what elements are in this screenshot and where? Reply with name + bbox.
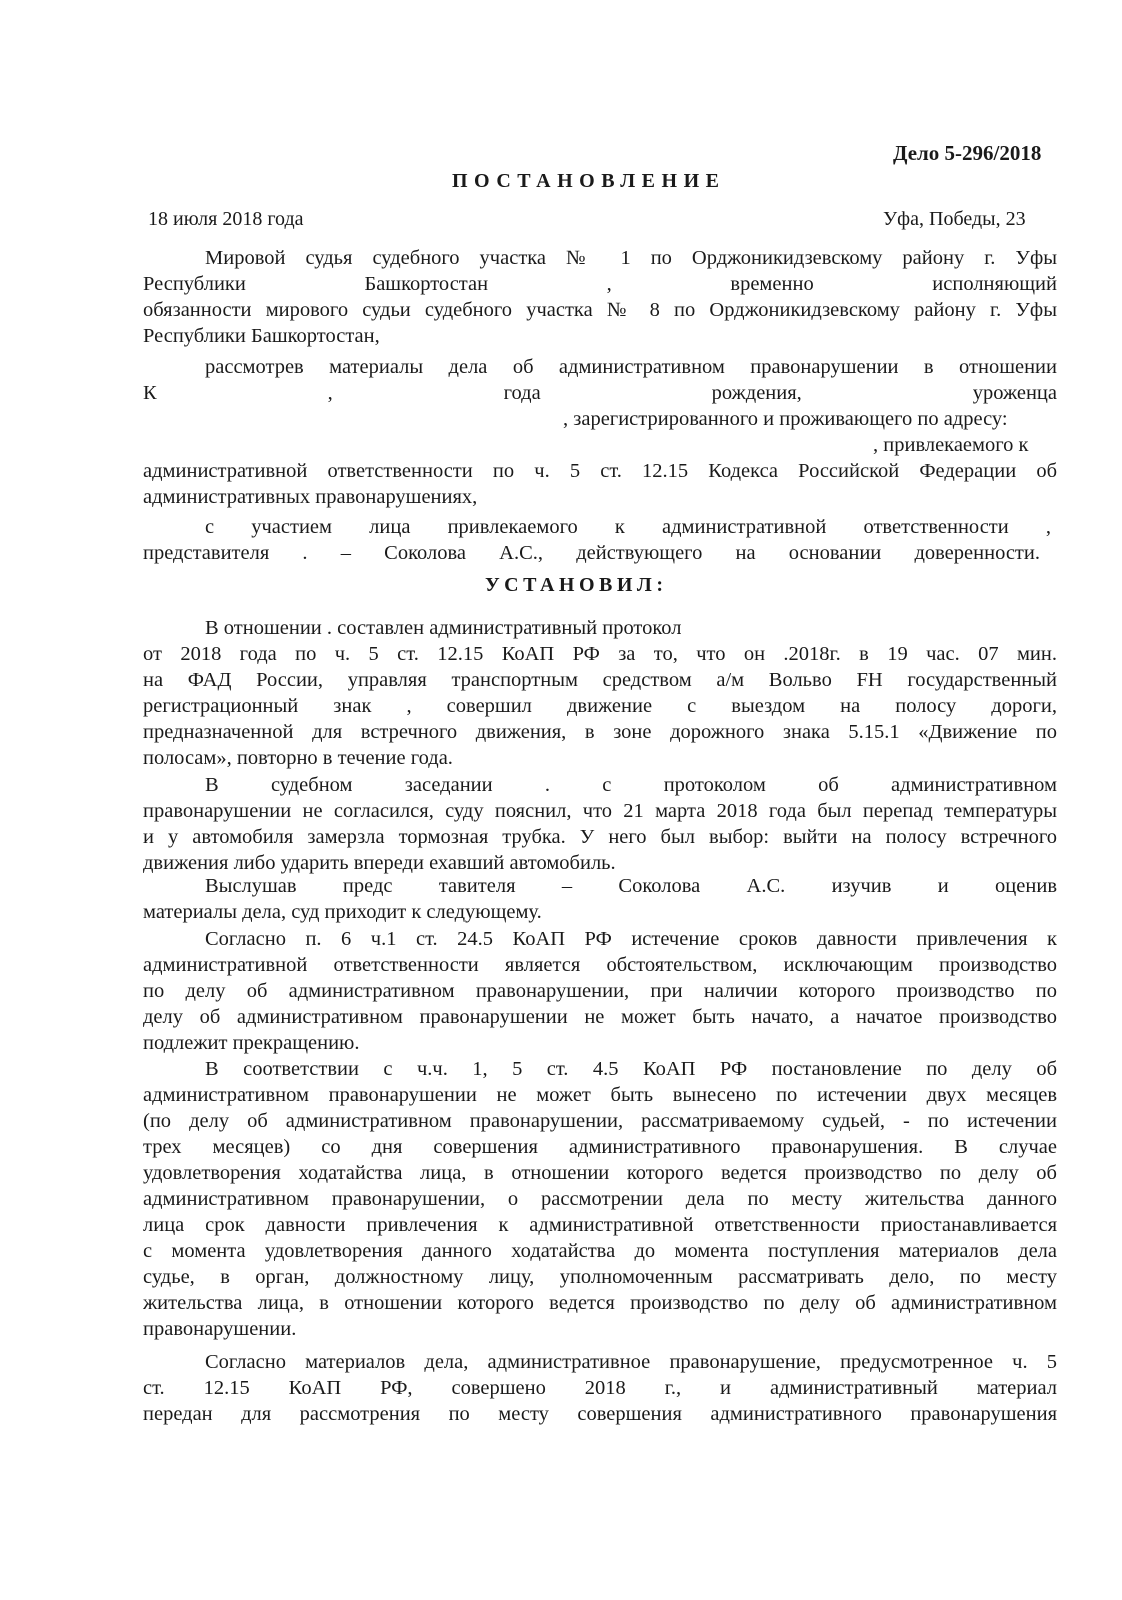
decision-place: Уфа, Победы, 23 [883, 208, 1026, 230]
text-line: на ФАД России, управляя транспортным средством а/м Вольво FH государственный [143, 669, 1057, 691]
decision-date: 18 июля 2018 года [148, 208, 304, 230]
text-line: , привлекаемого к [873, 434, 1029, 456]
text-line: Выслушав предс тавителя – Соколова А.С. изучив и оценив [205, 875, 1057, 897]
text-line: Республики Башкортостан, [143, 325, 380, 347]
text-line: представителя . – Соколова А.С., действующего на основании доверенности. [143, 542, 1040, 564]
text-line: судье, в орган, должностному лицу, уполномоченным рассматривать дело, по месту [143, 1266, 1057, 1288]
text-line: жительства лица, в отношении которого ведется производство по делу об административном [143, 1292, 1057, 1314]
text-line: административном правонарушении, о рассмотрении дела по месту жительства данного [143, 1188, 1057, 1210]
text-line: от 2018 года по ч. 5 ст. 12.15 КоАП РФ за то, что он .2018г. в 19 час. 07 мин. [143, 643, 1057, 665]
text-line: материалы дела, суд приходит к следующему. [143, 901, 542, 923]
text-line: обязанности мирового судьи судебного участка № 8 по Орджоникидзевскому району г. Уфы [143, 299, 1057, 321]
text-line: Согласно п. 6 ч.1 ст. 24.5 КоАП РФ истечение сроков давности привлечения к [205, 928, 1057, 950]
text-line: административных правонарушениях, [143, 486, 478, 508]
text-line: с участием лица привлекаемого к административной ответственности , [205, 516, 1051, 538]
text-line: ст. 12.15 КоАП РФ, совершено 2018 г., и административный материал [143, 1377, 1057, 1399]
text-line: регистрационный знак , совершил движение с выездом на полосу дороги, [143, 695, 1057, 717]
text-line: делу об административном правонарушении не может быть начато, а начатое производство [143, 1006, 1057, 1028]
text-line: административном правонарушении не может быть вынесено по истечении двух месяцев [143, 1084, 1057, 1106]
text-line: В отношении . составлен административный протокол [205, 617, 682, 639]
established-heading: УСТАНОВИЛ: [485, 574, 668, 596]
text-line: Республики Башкортостан , временно исполняющий [143, 273, 1057, 295]
text-line: с момента удовлетворения данного ходатайства до момента поступления материалов дела [143, 1240, 1057, 1262]
text-line: административной ответственности является обстоятельством, исключающим производство [143, 954, 1057, 976]
text-line: трех месяцев) со дня совершения административного правонарушения. В случае [143, 1136, 1057, 1158]
text-line: , зарегистрированного и проживающего по адресу: [563, 408, 1008, 430]
text-line: рассмотрев материалы дела об административном правонарушении в отношении [205, 356, 1057, 378]
text-line: удовлетворения ходатайства лица, в отношении которого ведется производство по делу об [143, 1162, 1057, 1184]
text-line: административной ответственности по ч. 5 ст. 12.15 Кодекса Российской Федерации об [143, 460, 1057, 482]
text-line: по делу об административном правонарушении, при наличии которого производство по [143, 980, 1057, 1002]
text-line: К , года рождения, уроженца [143, 382, 1057, 404]
text-line: передан для рассмотрения по месту совершения административного правонарушения [143, 1403, 1057, 1425]
text-line: правонарушении. [143, 1318, 297, 1340]
text-line: предназначенной для встречного движения, в зоне дорожного знака 5.15.1 «Движение по [143, 721, 1057, 743]
text-line: (по делу об административном правонарушении, рассматриваемому судьей, - по истечении [143, 1110, 1057, 1132]
text-line: правонарушении не согласился, суду пояснил, что 21 марта 2018 года был перепад температуры [143, 800, 1057, 822]
text-line: В судебном заседании . с протоколом об административном [205, 774, 1057, 796]
case-number: Дело 5-296/2018 [893, 141, 1042, 165]
text-line: В соответствии с ч.ч. 1, 5 ст. 4.5 КоАП РФ постановление по делу об [205, 1058, 1057, 1080]
text-line: подлежит прекращению. [143, 1032, 360, 1054]
text-line: движения либо ударить впереди ехавший автомобиль. [143, 852, 616, 874]
text-line: Мировой судья судебного участка № 1 по Орджоникидзевскому району г. Уфы [205, 247, 1057, 269]
text-line: полосам», повторно в течение года. [143, 747, 453, 769]
text-line: и у автомобиля замерзла тормозная трубка. У него был выбор: выйти на полосу встречного [143, 826, 1057, 848]
text-line: лица срок давности привлечения к административной ответственности приостанавливается [143, 1214, 1057, 1236]
text-line: Согласно материалов дела, административное правонарушение, предусмотренное ч. 5 [205, 1351, 1057, 1373]
document-title: ПОСТАНОВЛЕНИЕ [452, 170, 726, 192]
